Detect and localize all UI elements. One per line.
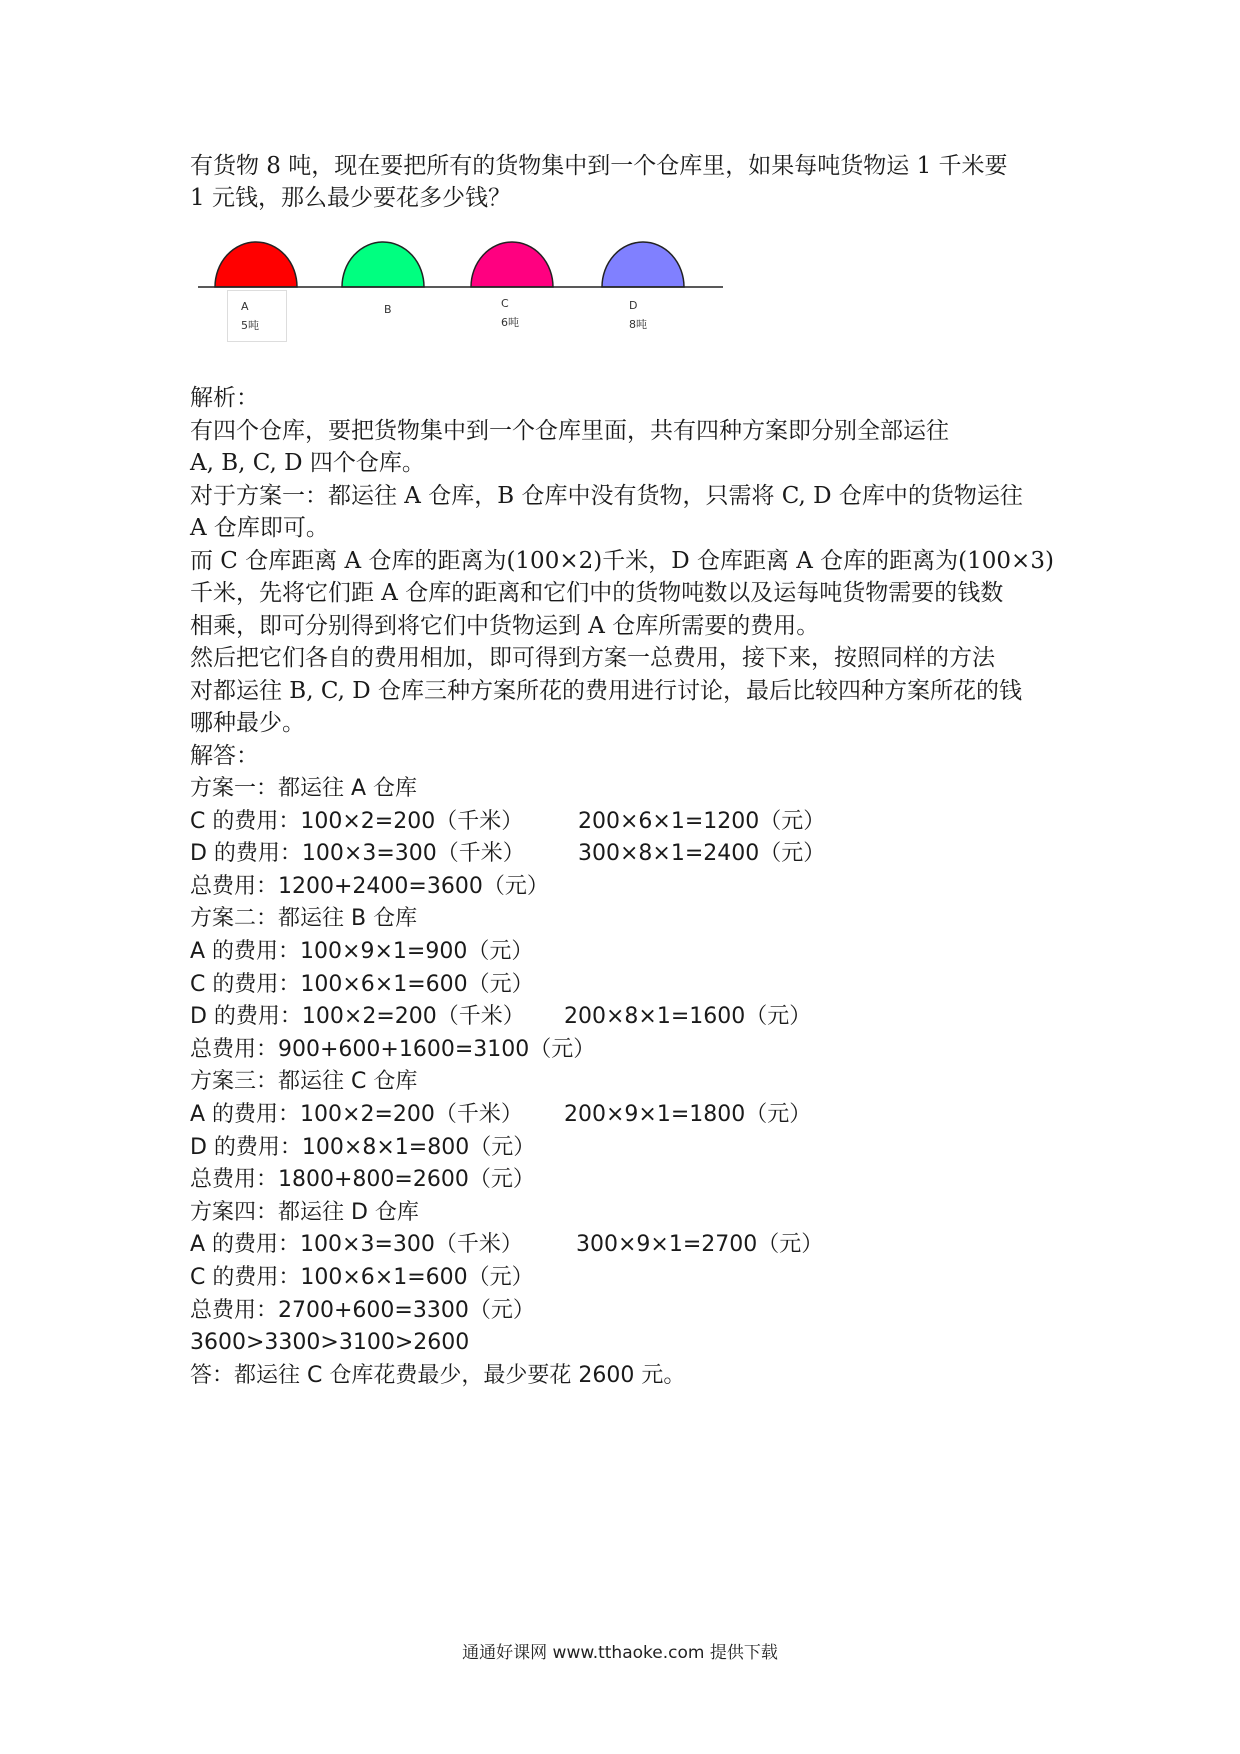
analysis-line: 哪种最少。 xyxy=(190,710,305,736)
warehouse-d-name: D xyxy=(629,299,638,312)
answer-text: 答：都运往 C 仓库花费最少，最少要花 2600 元。 xyxy=(190,1362,686,1388)
question-line-1: 有货物 8 吨，现在要把所有的货物集中到一个仓库里，如果每吨货物运 1 千米要 xyxy=(190,153,1008,179)
solution-line xyxy=(190,1262,1070,1295)
warehouse-a-amount: 5吨 xyxy=(241,319,259,332)
warehouse-b-dome xyxy=(342,242,424,287)
solution-line-text: 总费用：1800+800=2600（元） xyxy=(190,1167,535,1193)
analysis-line: A, B, C, D 四个仓库。 xyxy=(190,450,425,476)
analysis-line: 对于方案一：都运往 A 仓库，B 仓库中没有货物，只需将 C, D 仓库中的货物运往 xyxy=(190,482,1023,509)
warehouse-a-label-box xyxy=(227,290,287,342)
solution-line-text: A 的费用：100×9×1=900（元） xyxy=(190,938,534,964)
solution-line xyxy=(190,903,1070,936)
solution-line-text: A 的费用：100×2=200（千米） xyxy=(190,1101,523,1127)
question-line-2: 1 元钱，那么最少要花多少钱？ xyxy=(190,185,511,211)
solution-line xyxy=(190,1099,1070,1132)
solution-line-cost: 300×8×1=2400（元） xyxy=(578,841,826,867)
analysis-line: 对都运往 B, C, D 仓库三种方案所花的费用进行讨论，最后比较四种方案所花的钱 xyxy=(190,677,1022,704)
solution-line-text: D 的费用：100×2=200（千米） xyxy=(190,1004,525,1030)
warehouse-c-amount: 6吨 xyxy=(501,316,519,329)
solution-line-text: 方案二：都运往 B 仓库 xyxy=(190,906,418,932)
solution-line-text: 方案三：都运往 C 仓库 xyxy=(190,1069,418,1095)
solution-line xyxy=(190,1295,1070,1328)
solution-line xyxy=(190,806,1070,839)
analysis-line: 相乘，即可分别得到将它们中货物运到 A 仓库所需要的费用。 xyxy=(190,612,820,639)
solution-line-cost: 200×8×1=1600（元） xyxy=(564,1004,812,1030)
solution-line-text: 总费用：2700+600=3300（元） xyxy=(190,1297,535,1323)
solution-line-text: D 的费用：100×8×1=800（元） xyxy=(190,1134,536,1160)
solution-line xyxy=(190,1229,1070,1262)
solution-heading: 解答： xyxy=(190,742,259,769)
solution-line xyxy=(190,838,1070,871)
solution-line-cost: 300×9×1=2700（元） xyxy=(576,1232,824,1258)
warehouse-a-dome xyxy=(215,242,297,287)
warehouse-b-name: B xyxy=(384,303,392,316)
warehouse-a-name: A xyxy=(241,300,249,313)
solution-line-text: C 的费用：100×6×1=600（元） xyxy=(190,1264,534,1290)
solution-line-text: 方案四：都运往 D 仓库 xyxy=(190,1199,419,1225)
solution-line xyxy=(190,1132,1070,1165)
solution-line-cost: 200×9×1=1800（元） xyxy=(564,1101,812,1127)
solution-line xyxy=(190,871,1070,904)
solution-line xyxy=(190,773,1070,806)
solution-line-text: 总费用：1200+2400=3600（元） xyxy=(190,873,549,899)
solution-line-cost: 200×6×1=1200（元） xyxy=(578,808,826,834)
analysis-line: 有四个仓库，要把货物集中到一个仓库里面，共有四种方案即分别全部运往 xyxy=(190,417,949,444)
warehouse-diagram xyxy=(195,230,735,350)
solution-line xyxy=(190,936,1070,969)
solution-line xyxy=(190,1327,1070,1360)
solution-line-text: 方案一：都运往 A 仓库 xyxy=(190,776,418,801)
analysis-section xyxy=(190,382,1070,772)
question-text xyxy=(190,150,1070,214)
solution-line xyxy=(190,1066,1070,1099)
solution-line-text: A 的费用：100×3=300（千米） xyxy=(190,1232,523,1258)
solution-line-text: C 的费用：100×2=200（千米） xyxy=(190,808,524,834)
warehouse-d-dome xyxy=(602,242,684,287)
solution-line xyxy=(190,1034,1070,1067)
analysis-line: 而 C 仓库距离 A 仓库的距离为(100×2)千米，D 仓库距离 A 仓库的距离为(100×3) xyxy=(190,547,1054,574)
solution-section xyxy=(190,773,1070,1392)
analysis-line: 千米，先将它们距 A 仓库的距离和它们中的货物吨数以及运每吨货物需要的钱数 xyxy=(190,580,1004,606)
solution-line xyxy=(190,969,1070,1002)
solution-line xyxy=(190,1001,1070,1034)
warehouse-c-dome xyxy=(471,242,553,287)
footer-watermark: 通通好课网 www.tthaoke.com 提供下载 xyxy=(462,1643,778,1663)
solution-line-text: C 的费用：100×6×1=600（元） xyxy=(190,971,534,997)
analysis-line: 然后把它们各自的费用相加，即可得到方案一总费用，接下来，按照同样的方法 xyxy=(190,645,995,671)
solution-line-text: D 的费用：100×3=300（千米） xyxy=(190,841,525,867)
solution-line xyxy=(190,1360,1070,1393)
solution-line-text: 总费用：900+600+1600=3100（元） xyxy=(190,1036,596,1062)
warehouse-d-amount: 8吨 xyxy=(629,318,647,331)
solution-line-text: 3600>3300>3100>2600 xyxy=(190,1330,470,1356)
solution-line xyxy=(190,1197,1070,1230)
solution-line xyxy=(190,1164,1070,1197)
warehouse-c-name: C xyxy=(501,297,509,310)
analysis-line: A 仓库即可。 xyxy=(190,515,329,541)
analysis-heading: 解析： xyxy=(190,385,259,411)
